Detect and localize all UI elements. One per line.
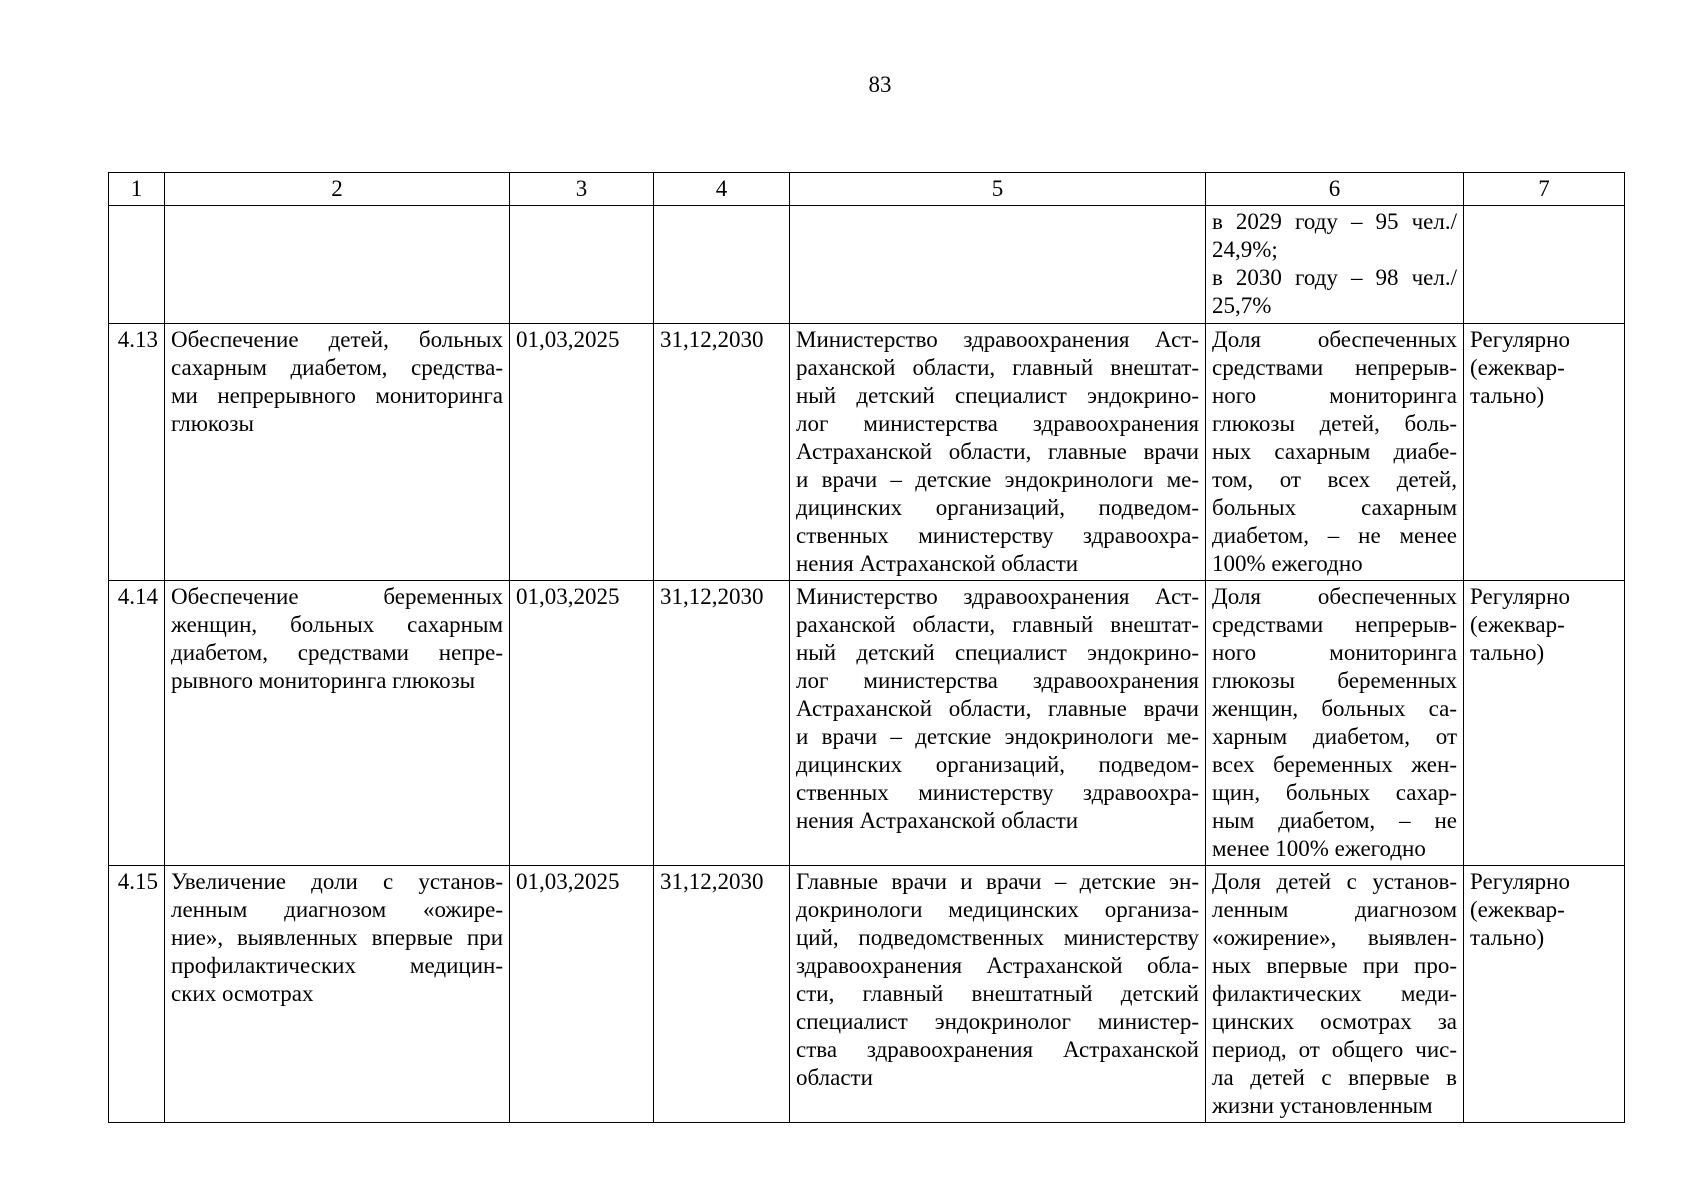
header-row — [109, 173, 1625, 206]
row-number: 4.13 — [109, 324, 165, 581]
table-cell — [109, 206, 165, 324]
cell-line: глюкозы беременных — [1212, 668, 1457, 693]
cell-line: ми непрерывного мониторинга — [171, 383, 503, 408]
cell-line: раханской области, главный внештат- — [796, 355, 1199, 380]
cell-line: нения Астраханской области — [796, 808, 1079, 833]
cell-line: (ежеквар- — [1470, 897, 1565, 922]
cell-line: Министерство здравоохранения Аст- — [796, 584, 1199, 609]
measure-name — [165, 581, 510, 866]
table-row — [109, 324, 1625, 581]
cell-line: специалист эндокринолог министер- — [796, 1009, 1199, 1034]
cell-line: в 2029 году – 95 чел./ — [1212, 209, 1457, 234]
cell-line: ла детей с впервые в — [1212, 1065, 1457, 1090]
row-number: 4.14 — [109, 581, 165, 866]
cell-line: ленным диагнозом «ожире- — [171, 897, 503, 922]
cell-line: харным диабетом, от — [1212, 724, 1457, 749]
column-header: 1 — [109, 173, 165, 206]
cell-line: Обеспечение детей, больных — [171, 327, 503, 352]
continuation-row — [109, 206, 1625, 324]
cell-line: ных сахарным диабе- — [1212, 439, 1457, 464]
cell-line: Главные врачи и врачи – детские эн- — [796, 869, 1199, 894]
column-header: 5 — [790, 173, 1206, 206]
indicator-cell — [1206, 206, 1464, 324]
cell-line: Доля обеспеченных — [1212, 327, 1457, 352]
measure-name — [165, 866, 510, 1123]
cell-line: и врачи – детские эндокринологи ме- — [796, 467, 1199, 492]
indicator — [1206, 866, 1464, 1123]
cell-line: диабетом, средствами непре- — [171, 640, 503, 665]
cell-line: щин, больных сахар- — [1212, 780, 1457, 805]
cell-line: Регулярно — [1470, 584, 1570, 609]
cell-line: средствами непрерыв- — [1212, 355, 1457, 380]
cell-line: том, от всех детей, — [1212, 467, 1457, 492]
cell-line: (ежеквар- — [1470, 612, 1565, 637]
cell-line: сти, главный внештатный детский — [796, 981, 1199, 1006]
cell-line: профилактических медицин- — [171, 953, 503, 978]
cell-line: женщин, больных са- — [1212, 696, 1457, 721]
cell-line: Астраханской области, главные врачи — [796, 439, 1199, 464]
cell-line: средствами непрерыв- — [1212, 612, 1457, 637]
table-row — [109, 866, 1625, 1123]
cell-line: филактических меди- — [1212, 981, 1457, 1006]
frequency — [1464, 866, 1625, 1123]
cell-line: Регулярно — [1470, 327, 1570, 352]
measure-name — [165, 324, 510, 581]
cell-line: (ежеквар- — [1470, 355, 1565, 380]
column-header: 7 — [1464, 173, 1625, 206]
column-header: 2 — [165, 173, 510, 206]
cell-line: и врачи – детские эндокринологи ме- — [796, 724, 1199, 749]
cell-line: дицинских организаций, подведом- — [796, 495, 1199, 520]
table-cell — [1464, 206, 1625, 324]
cell-line: Доля детей с установ- — [1212, 869, 1457, 894]
cell-line: нения Астраханской области — [796, 551, 1079, 576]
cell-line: глюкозы — [171, 411, 254, 436]
cell-line: раханской области, главный внештат- — [796, 612, 1199, 637]
cell-line: ного мониторинга — [1212, 383, 1457, 408]
cell-line: менее 100% ежегодно — [1212, 836, 1426, 861]
responsible-parties — [790, 866, 1206, 1123]
cell-line: ние», выявленных впервые при — [171, 925, 503, 950]
cell-line: тально) — [1470, 383, 1545, 408]
end-date: 31,12,2030 — [654, 324, 790, 581]
table-row — [109, 581, 1625, 866]
cell-line: лог министерства здравоохранения — [796, 668, 1199, 693]
cell-line: Регулярно — [1470, 869, 1570, 894]
cell-line: ственных министерству здравоохра- — [796, 523, 1199, 548]
table-cell — [165, 206, 510, 324]
cell-line: дицинских организаций, подведом- — [796, 752, 1199, 777]
column-header: 3 — [510, 173, 654, 206]
start-date: 01,03,2025 — [510, 581, 654, 866]
cell-line: больных сахарным — [1212, 495, 1457, 520]
cell-line: Увеличение доли с установ- — [171, 869, 503, 894]
cell-line: диабетом, – не менее — [1212, 523, 1457, 548]
cell-line: Доля обеспеченных — [1212, 584, 1457, 609]
responsible-parties — [790, 581, 1206, 866]
cell-line: глюкозы детей, боль- — [1212, 411, 1457, 436]
indicator — [1206, 581, 1464, 866]
table-cell — [654, 206, 790, 324]
cell-line: ный детский специалист эндокрино- — [796, 640, 1199, 665]
cell-line: ственных министерству здравоохра- — [796, 780, 1199, 805]
end-date: 31,12,2030 — [654, 866, 790, 1123]
end-date: 31,12,2030 — [654, 581, 790, 866]
cell-line: всех беременных жен- — [1212, 752, 1457, 777]
cell-line: рывного мониторинга глюкозы — [171, 668, 476, 693]
measures-table — [108, 172, 1625, 1123]
cell-line: тально) — [1470, 925, 1545, 950]
cell-line: ный детский специалист эндокрино- — [796, 383, 1199, 408]
row-number: 4.15 — [109, 866, 165, 1123]
cell-line: Астраханской области, главные врачи — [796, 696, 1199, 721]
cell-line: сахарным диабетом, средства- — [171, 355, 503, 380]
page-number: 83 — [868, 72, 892, 97]
cell-line: ства здравоохранения Астраханской — [796, 1037, 1199, 1062]
indicator — [1206, 324, 1464, 581]
cell-line: жизни установленным — [1212, 1093, 1433, 1118]
cell-line: лог министерства здравоохранения — [796, 411, 1199, 436]
cell-line: ным диабетом, – не — [1212, 808, 1457, 833]
cell-line: 25,7% — [1212, 293, 1272, 318]
cell-line: период, от общего чис- — [1212, 1037, 1457, 1062]
cell-line: области — [796, 1065, 873, 1090]
cell-line: Министерство здравоохранения Аст- — [796, 327, 1199, 352]
cell-line: тально) — [1470, 640, 1545, 665]
cell-line: цинских осмотрах за — [1212, 1009, 1457, 1034]
column-header: 6 — [1206, 173, 1464, 206]
cell-line: «ожирение», выявлен- — [1212, 925, 1457, 950]
cell-line: ленным диагнозом — [1212, 897, 1457, 922]
cell-line: ных впервые при про- — [1212, 953, 1457, 978]
frequency — [1464, 324, 1625, 581]
cell-line: ских осмотрах — [171, 981, 314, 1006]
responsible-parties — [790, 324, 1206, 581]
start-date: 01,03,2025 — [510, 324, 654, 581]
table-cell — [790, 206, 1206, 324]
cell-line: докринологи медицинских организа- — [796, 897, 1199, 922]
cell-line: ций, подведомственных министерству — [796, 925, 1199, 950]
start-date: 01,03,2025 — [510, 866, 654, 1123]
frequency — [1464, 581, 1625, 866]
cell-line: 24,9%; — [1212, 237, 1278, 262]
cell-line: 100% ежегодно — [1212, 551, 1363, 576]
cell-line: ного мониторинга — [1212, 640, 1457, 665]
table-cell — [510, 206, 654, 324]
cell-line: женщин, больных сахарным — [171, 612, 503, 637]
cell-line: Обеспечение беременных — [171, 584, 503, 609]
cell-line: в 2030 году – 98 чел./ — [1212, 265, 1457, 290]
cell-line: здравоохранения Астраханской обла- — [796, 953, 1199, 978]
column-header: 4 — [654, 173, 790, 206]
